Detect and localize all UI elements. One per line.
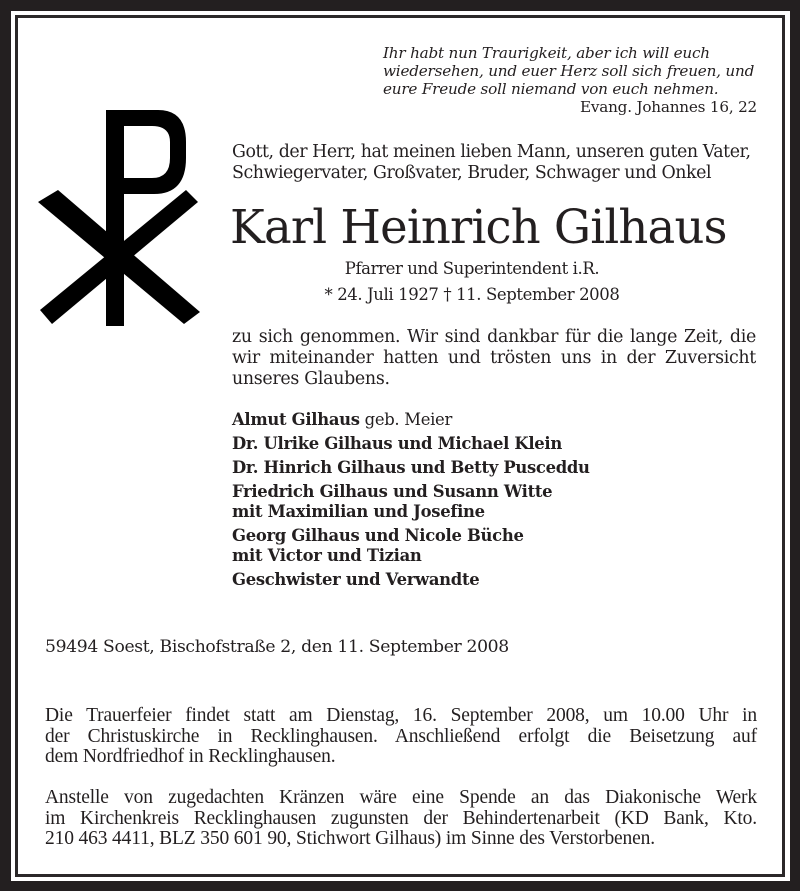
mourner-name: Friedrich Gilhaus und Susann Witte	[232, 482, 553, 501]
body-text	[232, 327, 756, 390]
deceased-name: Karl Heinrich Gilhaus	[230, 200, 727, 254]
service-line: Die Trauerfeier findet statt am Dienstag, 16. September 2008, um 10.00 Uhr in	[45, 705, 757, 726]
deceased-dates: * 24. Juli 1927 † 11. September 2008	[324, 285, 620, 304]
mourner-entry	[232, 526, 632, 566]
mourner-entry	[232, 570, 632, 590]
mourner-entry	[232, 458, 632, 478]
mourner-name: Geschwister und Verwandte	[232, 570, 480, 589]
mourners-list	[232, 410, 632, 594]
place-and-date: 59494 Soest, Bischofstraße 2, den 11. September 2008	[45, 637, 509, 657]
donation-line: im Kirchenkreis Recklinghausen zugunsten der Behindertenarbeit (KD Bank, Kto.	[45, 807, 757, 829]
mourner-maiden-name: geb. Meier	[359, 410, 452, 429]
body-line: zu sich genommen. Wir sind dankbar für die lange Zeit, die	[232, 327, 756, 347]
service-line: dem Nordfriedhof in Recklinghausen.	[45, 746, 336, 767]
service-line: der Christuskirche in Recklinghausen. Anschließend erfolgt die Beisetzung auf	[45, 725, 757, 747]
mourner-name: Dr. Hinrich Gilhaus und Betty Pusceddu	[232, 458, 590, 477]
donation-info	[45, 788, 757, 850]
intro-text	[232, 142, 756, 184]
donation-line: Anstelle von zugedachten Kränzen wäre eine Spende an das Diakonische Werk	[45, 787, 757, 808]
quote-reference: Evang. Johannes 16, 22	[579, 98, 757, 116]
donation-line: 210 463 4411, BLZ 350 601 90, Stichwort Gilhaus) im Sinne des Verstorbenen.	[45, 828, 655, 849]
mourner-entry	[232, 410, 632, 430]
body-line: unseres Glaubens.	[232, 369, 390, 389]
funeral-service-info	[45, 706, 757, 768]
mourner-name: Almut Gilhaus	[232, 410, 360, 429]
chi-rho-icon	[36, 102, 201, 328]
intro-line: Schwiegervater, Großvater, Bruder, Schwager und Onkel	[232, 163, 712, 183]
deceased-title: Pfarrer und Superintendent i.R.	[344, 259, 600, 278]
quote-line: wiedersehen, und euer Herz soll sich freuen, und	[383, 62, 755, 80]
body-line: wir miteinander hatten und trösten uns in der Zuversicht	[232, 348, 756, 368]
mourner-entry	[232, 482, 632, 522]
quote-line: Ihr habt nun Traurigkeit, aber ich will euch	[383, 44, 710, 62]
mourner-entry	[232, 434, 632, 454]
intro-line: Gott, der Herr, hat meinen lieben Mann, unseren guten Vater,	[232, 142, 751, 162]
mourner-children: mit Victor und Tizian	[232, 546, 422, 565]
bible-quote	[383, 44, 763, 98]
mourner-name: Georg Gilhaus und Nicole Büche	[232, 526, 524, 545]
mourner-children: mit Maximilian und Josefine	[232, 502, 485, 521]
mourner-name: Dr. Ulrike Gilhaus und Michael Klein	[232, 434, 562, 453]
quote-line: eure Freude soll niemand von euch nehmen.	[383, 80, 719, 98]
